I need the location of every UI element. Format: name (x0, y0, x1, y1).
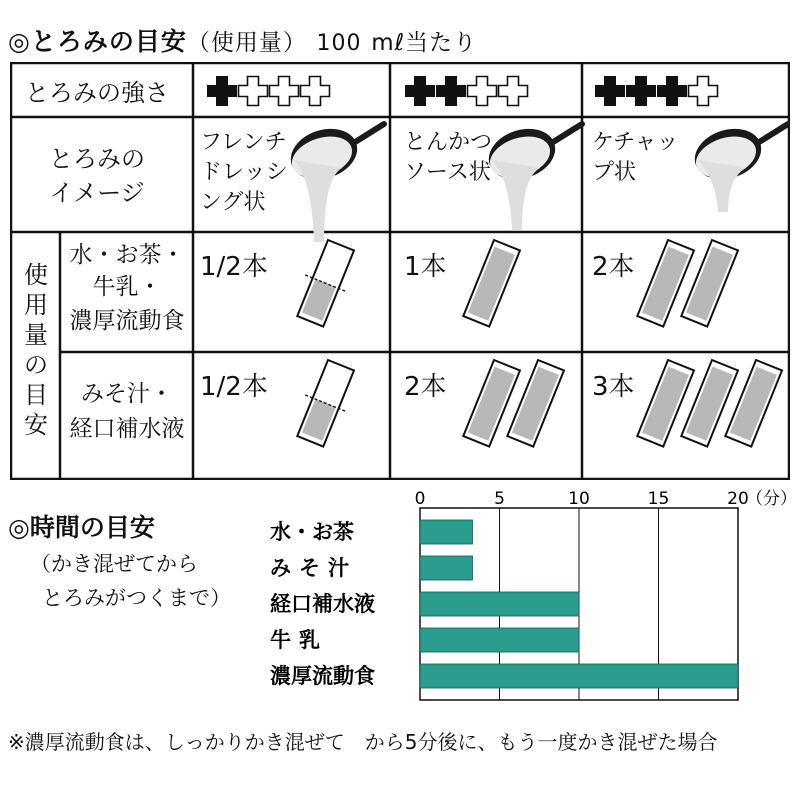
empty-cross-icon (270, 77, 299, 106)
usage-vertical-char: の (24, 351, 48, 379)
spoon-icon (284, 121, 384, 242)
image-header-line2: イメージ (49, 179, 145, 207)
spoon-illustrations (284, 121, 788, 242)
usage-vertical-header (12, 260, 60, 440)
image-label-line: とんかつ (404, 130, 493, 155)
bar (420, 664, 738, 688)
page-title (8, 22, 477, 58)
title-amount: 100 (316, 31, 362, 56)
bar (420, 556, 472, 580)
filled-cross-icon (596, 77, 625, 106)
filled-cross-icon (627, 77, 656, 106)
bar (420, 520, 472, 544)
water-amount-level2: 1本 (404, 252, 447, 282)
miso-amount-level3: 3本 (592, 372, 635, 402)
time-section-title: ◎時間の目安 (8, 513, 155, 542)
water-label-line2: 牛乳・ (92, 274, 162, 300)
title-paren: （使用量） (186, 30, 307, 56)
tick-label: 0 (414, 489, 426, 509)
tick-label: 10 (568, 489, 590, 509)
bar (420, 628, 579, 652)
spoon-icon (688, 121, 788, 212)
time-note-line2: とろみがつくまで） (42, 586, 231, 610)
empty-cross-icon (499, 77, 528, 106)
time-bar-chart (260, 486, 800, 706)
title-main: ◎とろみの目安 (8, 27, 187, 56)
filled-cross-icon (437, 77, 466, 106)
image-label-line: ソース状 (404, 160, 491, 185)
category-label: みそ汁 (270, 556, 357, 580)
stick-packet-icon (290, 237, 362, 330)
footnote: ※濃厚流動食は、しっかりかき混ぜて から5分後に、もう一度かき混ぜた場合 (8, 730, 718, 754)
filled-cross-icon (208, 77, 237, 106)
image-header-line1: とろみの (49, 145, 145, 173)
spoon-icon (482, 121, 582, 230)
stick-packets (290, 237, 782, 450)
strength-crosses (208, 77, 718, 106)
image-label-level3 (592, 128, 678, 188)
image-label-line: フレンチ (200, 130, 287, 155)
stick-packet-icon (463, 240, 520, 327)
category-label: 経口補水液 (270, 592, 375, 616)
water-amount-level3: 2本 (592, 252, 635, 282)
category-label: 濃厚流動食 (270, 664, 375, 688)
usage-vertical-char: 安 (24, 411, 48, 439)
tick-label: 20 (727, 489, 749, 509)
empty-cross-icon (239, 77, 268, 106)
tick-label: 5 (494, 489, 505, 509)
image-label-level1 (200, 128, 288, 218)
image-label-level2 (404, 128, 492, 188)
water-label-line3: 濃厚流動食 (69, 308, 185, 334)
miso-amount-level2: 2本 (404, 372, 447, 402)
miso-amount-level1: 1/2本 (200, 372, 268, 402)
empty-cross-icon (468, 77, 497, 106)
filled-cross-icon (658, 77, 687, 106)
category-label: 水・お茶 (270, 520, 354, 544)
image-label-line: プ状 (592, 160, 637, 185)
filled-cross-icon (406, 77, 435, 106)
usage-vertical-char: 量 (24, 321, 48, 349)
usage-vertical-char: 使 (24, 261, 48, 289)
category-label: 牛乳 (270, 628, 328, 652)
usage-vertical-char: 目 (24, 381, 48, 409)
strength-header: とろみの強さ (25, 79, 169, 107)
empty-cross-icon (301, 77, 330, 106)
title-unit: mℓ当たり (371, 30, 478, 56)
tick-label: 15 (647, 489, 670, 509)
miso-label-line2: 経口補水液 (69, 416, 185, 442)
usage-vertical-char: 用 (24, 291, 48, 319)
water-label-line1: 水・お茶・ (69, 242, 185, 268)
empty-cross-icon (689, 77, 718, 106)
time-note-line1: （かき混ぜてから (30, 552, 198, 576)
water-amount-level1: 1/2本 (200, 252, 268, 282)
unit-label: （分） (746, 489, 797, 509)
bar (420, 592, 579, 616)
stick-packet-icon (290, 357, 362, 450)
image-label-line: ドレッシ (200, 160, 288, 185)
miso-label-line1: みそ汁・ (81, 381, 173, 407)
image-label-line: ング状 (200, 190, 266, 215)
image-label-line: ケチャッ (592, 130, 679, 155)
